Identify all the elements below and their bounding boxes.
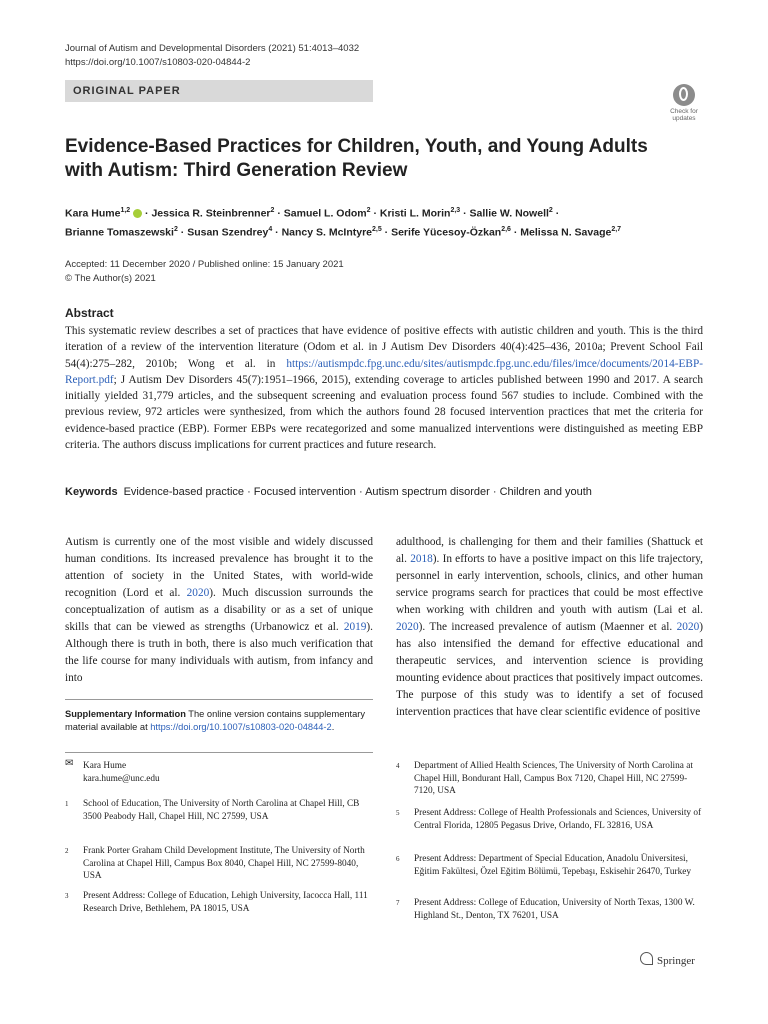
author-name[interactable]: Jessica R. Steinbrenner [151, 207, 271, 220]
affiliation-divider [65, 752, 373, 753]
publisher-logo [640, 952, 695, 967]
keywords-text: Evidence-based practice · Focused intervention · Autism spectrum disorder · Children and youth [123, 486, 592, 498]
affiliation-2 [65, 845, 373, 883]
check-line-2: updates [672, 115, 696, 122]
affiliation-number: 2 [65, 847, 69, 855]
body-column-right [396, 534, 703, 721]
affiliation-3 [65, 890, 373, 915]
keywords-label: Keywords [65, 486, 118, 498]
orcid-icon[interactable] [133, 209, 142, 218]
abstract-text [65, 323, 703, 453]
body-text: ). The increased prevalence of autism (Maenner et al. [418, 621, 677, 633]
author-affil: 2,3 [450, 207, 461, 214]
envelope-icon: ✉ [65, 758, 74, 769]
author-name[interactable]: Serife Yücesoy-Özkan [391, 226, 502, 238]
springer-horse-icon [640, 952, 653, 965]
article-type-badge [65, 80, 373, 102]
author-name[interactable]: Brianne Tomaszewski [65, 226, 174, 238]
affiliation-text: Present Address: College of Education, Lehigh University, Iacocca Hall, 111 Research Drive, Bethlehem, PA 18015, USA [83, 891, 368, 914]
body-text: Autism is currently one of the most visible and widely discussed human conditions. Its increased prevalence has brought it to the attention of society in the United States, with world-wide recognition (Lord et al. [65, 536, 373, 599]
author-name[interactable]: Kristi L. Morin [379, 207, 451, 220]
article-type-label: ORIGINAL PAPER [73, 85, 181, 97]
supplementary-link[interactable]: https://doi.org/10.1007/s10803-020-04844-2 [150, 721, 332, 732]
affiliation-number: 3 [65, 892, 69, 900]
author-affil: 4 [268, 225, 273, 233]
check-for-updates-label [664, 108, 704, 122]
paper-title [65, 135, 705, 183]
author-affil: 2 [270, 207, 275, 214]
publisher-name: Springer [657, 955, 695, 967]
citation-link[interactable]: 2020 [396, 621, 419, 633]
contact-block [65, 760, 373, 785]
author-name[interactable]: Susan Szendrey [187, 226, 269, 238]
body-text: adulthood, is challenging for them and their families (Shattuck et al. [396, 536, 703, 565]
affiliation-text: Frank Porter Graham Child Development Institute, The University of North Carolina at Chapel Hill, Campus Box 8040, Chapel Hill, NC 27599-8040, USA [83, 846, 365, 881]
body-text: ). Much discussion surrounds the conceptualization of autism as a disability or as a set of unique skills that can be viewed as strengths (Urbanowicz et al. [65, 587, 373, 633]
citation-link[interactable]: 2018 [410, 553, 433, 565]
author-affil: 2,6 [501, 225, 511, 233]
check-for-updates-button[interactable] [664, 84, 704, 124]
author-affil: 2 [173, 225, 178, 233]
author-list [65, 203, 705, 240]
affiliation-number: 1 [65, 800, 69, 808]
affiliation-text: Present Address: College of Education, University of North Texas, 1300 W. Highland St., Denton, TX 76201, USA [414, 898, 695, 921]
abstract-part-1: This systematic review describes a set of practices that have evidence of positive effects with autistic children and youth. This is the third iteration of a review of the intervention literature (Odom et al. in J Autism Dev Disorders 40(4):425–436, 2010a; Prevent School Fail 54(4):275–282, 2010b; Wong et al. in [65, 325, 703, 370]
supplementary-info [65, 708, 373, 733]
affiliation-number: 7 [396, 899, 400, 907]
footnote-divider [65, 699, 373, 700]
contact-email[interactable]: kara.hume@unc.edu [83, 773, 160, 784]
check-line-1: Check for [670, 108, 698, 115]
publication-dates [65, 258, 344, 286]
body-text: ) has also intensified the demand for effective educational and therapeutic services, and intervention science is providing mounting evidence about practices that positively impact outcomes. The purpose of this study was to identify a set of focused intervention practices that have clear scientific evidence of positive [396, 621, 703, 718]
author-affil: 2 [366, 207, 371, 214]
supplementary-text: The online version contains supplementary material available at [65, 709, 366, 732]
author-affil: 2,5 [372, 225, 382, 233]
affiliation-number: 6 [396, 855, 400, 863]
affiliation-number: 5 [396, 809, 400, 817]
journal-header [65, 42, 359, 70]
abstract-heading: Abstract [65, 306, 114, 320]
affiliation-7 [396, 897, 703, 922]
author-line-2: Brianne Tomaszewski$^2$ · Susan Szendrey$^4$ · Nancy S. McIntyre$^{2,5}$ · Serife Yücesoy-Özkan$^{2,6}$ · Melissa N. Savage$^{2,7}$ [65, 225, 622, 238]
affiliation-text: Present Address: Department of Special Education, Anadolu Üniversitesi, Eğitim Fakültesi, Özel Eğitim Bölümü, Tepebaşı, Eskisehir 26470, Turkey [414, 854, 692, 877]
doi-link[interactable]: https://doi.org/10.1007/s10803-020-04844-2 [65, 57, 251, 68]
affiliation-number: 4 [396, 762, 400, 770]
affiliation-1 [65, 798, 373, 823]
affiliation-5 [396, 807, 703, 832]
citation-link[interactable]: 2019 [343, 621, 367, 633]
supplementary-label: Supplementary Information [65, 709, 186, 719]
author-line-1: Kara Hume$^{1,2}$ · Jessica R. Steinbrenner$^2$ · Samuel L. Odom$^2$ · Kristi L. Morin$^{2,3}$ · Sallie W. Nowell$^2$ · [65, 207, 560, 220]
citation-link[interactable]: 2020 [186, 587, 210, 599]
author-affil: 2 [548, 207, 553, 214]
keywords [65, 485, 705, 499]
copyright: © The Author(s) 2021 [65, 273, 156, 284]
affiliation-4 [396, 760, 703, 798]
paper-title-line-2: with Autism: Third Generation Review [65, 160, 408, 181]
author-affil: 1,2 [120, 207, 131, 214]
contact-name: Kara Hume [83, 761, 127, 771]
abstract-part-2: ; J Autism Dev Disorders 45(7):1951–1966, 2015), extending coverage to articles published between 1990 and 2017. A search initially yielded 31,779 articles, and the subsequent screening and evaluation process found 567 studies to include. Combined with the previous review, 972 articles were synthesized, from which the authors found 28 focused intervention practices that met the criteria for evidence-based practice (EBP). Former EBPs were recategorized and some manualized interventions were distinguished as meeting EBP criteria. The authors discuss implications for current practices and future research. [65, 373, 703, 452]
author-name[interactable]: Kara Hume [65, 207, 121, 220]
body-text: ). In efforts to have a positive impact on this life trajectory, personnel in early intervention, schools, clinics, and other human service programs search for practices that could be most effective when working with children and youth with autism (Lai et al. [396, 553, 703, 616]
journal-citation: Journal of Autism and Developmental Disorders (2021) 51:4013–4032 [65, 43, 360, 54]
bookmark-icon [673, 84, 695, 106]
accepted-published: Accepted: 11 December 2020 / Published online: 15 January 2021 [65, 259, 344, 270]
supplementary-end: . [331, 721, 335, 732]
author-name[interactable]: Nancy S. McIntyre [281, 226, 373, 238]
ebp-report-link[interactable]: https://autismpdc.fpg.unc.edu/sites/autismpdc.fpg.unc.edu/files/imce/documents/2014-EBP-Report.pdf [65, 357, 703, 386]
body-text: ). Although there is truth in both, there is also much verification that the life course for many individuals with autism, from infancy and into [65, 621, 373, 684]
author-name[interactable]: Samuel L. Odom [283, 207, 367, 220]
author-affil: 2,7 [611, 225, 622, 233]
affiliation-text: Present Address: College of Health Professionals and Sciences, University of Central Florida, 12805 Pegasus Drive, Orlando, FL 32816, USA [414, 808, 702, 831]
paper-title-line-1: Evidence-Based Practices for Children, Youth, and Young Adults [65, 136, 648, 157]
body-column-left [65, 534, 373, 687]
citation-link[interactable]: 2020 [676, 621, 700, 633]
affiliation-text: School of Education, The University of North Carolina at Chapel Hill, CB 3500 Peabody Hall, Chapel Hill, NC 27599, USA [83, 799, 360, 822]
author-name[interactable]: Sallie W. Nowell [469, 207, 549, 220]
author-name[interactable]: Melissa N. Savage [520, 226, 612, 238]
affiliation-6 [396, 853, 703, 878]
affiliation-text: Department of Allied Health Sciences, The University of North Carolina at Chapel Hill, Bondurant Hall, Campus Box 7120, Chapel Hill, NC 27599-7120, USA [414, 761, 693, 796]
